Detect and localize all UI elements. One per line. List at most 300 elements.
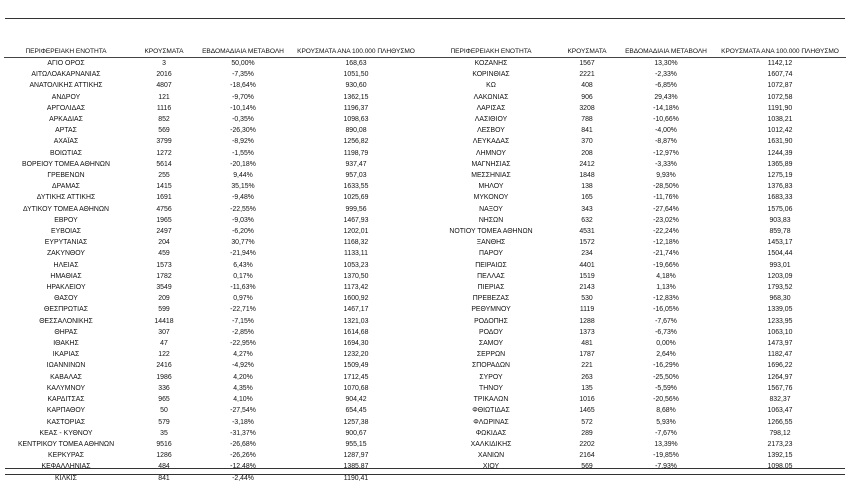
table-row bbox=[4, 372, 846, 383]
right-cases-cell: 2143 bbox=[579, 284, 595, 292]
table-row bbox=[4, 327, 846, 338]
right-cases-cell: 1465 bbox=[579, 407, 595, 415]
right-cases-cell: 1016 bbox=[579, 396, 595, 404]
right-cases-cell: 135 bbox=[581, 384, 593, 392]
right-region-cell: ΠΑΡΟΥ bbox=[479, 250, 503, 258]
left-cases-cell: 204 bbox=[158, 239, 170, 247]
left-per-100k-cell: 955,15 bbox=[345, 440, 367, 448]
left-cases-cell: 9516 bbox=[156, 440, 172, 448]
table-row bbox=[4, 125, 846, 136]
left-per-100k-cell: 654,45 bbox=[345, 407, 367, 415]
left-weekly-change-cell: -3,18% bbox=[232, 418, 254, 426]
right-per-100k-cell: 1142,12 bbox=[767, 60, 793, 67]
left-cases-cell: 1986 bbox=[156, 373, 172, 381]
right-cases-cell: 569 bbox=[581, 463, 593, 471]
left-weekly-change-cell: 4,20% bbox=[233, 373, 253, 381]
right-per-100k-cell: 968,30 bbox=[769, 295, 791, 303]
left-region-cell: ΗΜΑΘΙΑΣ bbox=[50, 272, 82, 280]
right-cases-cell: 343 bbox=[581, 205, 593, 213]
right-region-cell: ΣΠΟΡΑΔΩΝ bbox=[471, 362, 510, 370]
right-cases-cell: 289 bbox=[581, 429, 593, 437]
right-cases-cell: 1848 bbox=[579, 172, 595, 180]
right-region-cell: ΣΕΡΡΩΝ bbox=[476, 351, 506, 359]
right-region-cell: ΡΟΔΟΥ bbox=[478, 328, 503, 336]
right-weekly-change-cell: 29,43% bbox=[654, 93, 678, 101]
left-region-cell: ΚΙΛΚΙΣ bbox=[55, 474, 77, 482]
right-region-cell: ΛΑΡΙΣΑΣ bbox=[476, 104, 506, 112]
left-weekly-change-cell: -7,15% bbox=[232, 317, 254, 325]
right-region-cell: ΛΑΣΙΘΙΟΥ bbox=[474, 116, 508, 124]
left-cases-cell: 209 bbox=[158, 295, 170, 303]
right-per-100k-cell: 1575,06 bbox=[767, 205, 793, 213]
left-cases-cell: 307 bbox=[158, 328, 170, 336]
left-weekly-change-cell: -10,14% bbox=[230, 104, 256, 112]
left-per-100k-cell: 1232,20 bbox=[343, 351, 369, 359]
right-per-100k-cell: 1392,15 bbox=[767, 452, 793, 460]
left-cases-cell: 50 bbox=[160, 407, 168, 415]
table-row bbox=[4, 248, 846, 259]
table-row bbox=[4, 148, 846, 159]
right-cases-cell: 1373 bbox=[579, 328, 595, 336]
left-per-100k-cell: 1198,79 bbox=[343, 149, 369, 157]
right-per-100k-cell: 2173,23 bbox=[767, 440, 793, 448]
left-per-100k-cell: 1321,03 bbox=[343, 317, 369, 325]
left-weekly-change-cell: -21,94% bbox=[230, 250, 256, 258]
left-region-cell: ΙΘΑΚΗΣ bbox=[53, 340, 79, 348]
left-per-100k-cell: 1256,82 bbox=[343, 138, 369, 146]
right-cases-cell: 1519 bbox=[579, 272, 595, 280]
left-per-100k-cell: 900,67 bbox=[345, 429, 367, 437]
left-region-cell: ΑΡΤΑΣ bbox=[55, 127, 77, 135]
table-row bbox=[4, 349, 846, 360]
right-region-cell: ΡΟΔΟΠΗΣ bbox=[474, 317, 508, 325]
right-region-cell: ΝΟΤΙΟΥ ΤΟΜΕΑ ΑΘΗΝΩΝ bbox=[449, 228, 533, 236]
left-region-cell: ΚΑΡΔΙΤΣΑΣ bbox=[47, 396, 85, 404]
left-cases-cell: 2497 bbox=[156, 228, 172, 236]
right-cases-cell: 4531 bbox=[579, 228, 595, 236]
left-cases-cell: 1272 bbox=[156, 149, 172, 157]
right-weekly-change-cell: 13,39% bbox=[654, 440, 678, 448]
left-weekly-change-cell: -9,70% bbox=[232, 93, 254, 101]
right-cases-cell: 788 bbox=[581, 116, 593, 124]
left-per-100k-cell: 1133,11 bbox=[344, 250, 368, 258]
left-cases-cell: 1691 bbox=[156, 194, 172, 202]
right-region-cell: ΠΙΕΡΙΑΣ bbox=[477, 284, 505, 292]
right-region-cell: ΛΕΣΒΟΥ bbox=[477, 127, 505, 135]
right-per-100k-cell: 993,01 bbox=[769, 261, 791, 269]
right-cases-cell: 2221 bbox=[579, 71, 595, 79]
right-region-cell: ΣΥΡΟΥ bbox=[479, 373, 503, 381]
table-row bbox=[4, 405, 846, 416]
right-weekly-change-cell: -19,85% bbox=[653, 452, 679, 460]
left-cases-cell: 3 bbox=[162, 60, 166, 67]
right-weekly-change-cell: -10,66% bbox=[653, 116, 679, 124]
right-region-cell: ΤΗΝΟΥ bbox=[479, 384, 503, 392]
left-cases-cell: 1415 bbox=[156, 183, 172, 191]
left-weekly-change-cell: -8,92% bbox=[232, 138, 254, 146]
right-weekly-change-cell: 9,93% bbox=[656, 172, 676, 180]
table-row bbox=[4, 461, 846, 472]
left-cases-cell: 484 bbox=[158, 463, 170, 471]
left-cases-cell: 3799 bbox=[156, 138, 172, 146]
left-region-cell: ΘΕΣΣΑΛΟΝΙΚΗΣ bbox=[39, 317, 93, 325]
table-row bbox=[4, 360, 846, 371]
right-region-cell: ΠΡΕΒΕΖΑΣ bbox=[472, 295, 510, 303]
left-cases-cell: 569 bbox=[158, 127, 170, 135]
right-cases-cell: 208 bbox=[581, 149, 593, 157]
left-weekly-change-cell: -22,55% bbox=[230, 205, 256, 213]
table-row bbox=[4, 114, 846, 125]
left-weekly-change-cell: 6,43% bbox=[233, 261, 253, 269]
right-weekly-change-cell: -28,50% bbox=[653, 183, 679, 191]
table-row bbox=[4, 394, 846, 405]
left-per-100k-cell: 1025,69 bbox=[343, 194, 369, 202]
left-region-cell: ΑΝΑΤΟΛΙΚΗΣ ΑΤΤΙΚΗΣ bbox=[29, 82, 103, 90]
right-per-100k-cell: 1063,10 bbox=[767, 328, 793, 336]
left-per-100k-cell: 1633,55 bbox=[343, 183, 369, 191]
right-weekly-change-cell: 0,00% bbox=[656, 340, 676, 348]
right-weekly-change-cell: -6,73% bbox=[655, 328, 677, 336]
left-region-cell: ΒΟΡΕΙΟΥ ΤΟΜΕΑ ΑΘΗΝΩΝ bbox=[22, 160, 110, 168]
left-weekly-change-cell: -12,48% bbox=[230, 463, 256, 471]
left-region-cell: ΑΧΑΪΑΣ bbox=[53, 138, 79, 146]
right-cases-cell: 632 bbox=[581, 216, 593, 224]
right-weekly-change-cell: -7,67% bbox=[655, 429, 677, 437]
right-per-100k-cell: 1275,19 bbox=[767, 172, 793, 180]
right-region-cell: ΦΩΚΙΔΑΣ bbox=[475, 429, 507, 437]
left-region-cell: ΚΑΣΤΟΡΙΑΣ bbox=[46, 418, 86, 426]
right-region-cell: ΧΑΝΙΩΝ bbox=[477, 452, 505, 460]
left-per-100k-cell: 1051,50 bbox=[343, 71, 369, 79]
left-region-cell: ΔΡΑΜΑΣ bbox=[52, 183, 80, 191]
left-region-cell: ΑΝΔΡΟΥ bbox=[51, 93, 81, 101]
right-cases-cell: 4401 bbox=[579, 261, 595, 269]
right-cases-cell: 1288 bbox=[579, 317, 595, 325]
right-weekly-change-cell: 4,18% bbox=[656, 272, 676, 280]
table-row bbox=[4, 428, 846, 439]
left-weekly-change-cell: 50,00% bbox=[231, 60, 255, 67]
left-weekly-change-cell: 9,44% bbox=[233, 172, 253, 180]
right-weekly-change-cell: 8,68% bbox=[656, 407, 676, 415]
right-weekly-change-cell: -22,24% bbox=[653, 228, 679, 236]
left-per-100k-cell: 1168,32 bbox=[343, 239, 369, 247]
left-region-cell: ΒΟΙΩΤΙΑΣ bbox=[49, 149, 82, 157]
right-weekly-change-cell: -8,87% bbox=[655, 138, 677, 146]
left-weekly-change-cell: -26,68% bbox=[230, 440, 256, 448]
right-per-100k-cell: 1098,05 bbox=[767, 463, 793, 471]
right-weekly-change-cell: -4,00% bbox=[655, 127, 677, 135]
header-cases-right: ΚΡΟΥΣΜΑΤΑ bbox=[556, 46, 618, 58]
left-cases-cell: 121 bbox=[158, 93, 170, 101]
left-weekly-change-cell: -22,95% bbox=[230, 340, 256, 348]
left-cases-cell: 336 bbox=[158, 384, 170, 392]
right-region-cell: ΤΡΙΚΑΛΩΝ bbox=[473, 396, 509, 404]
left-per-100k-cell: 1712,45 bbox=[343, 373, 369, 381]
right-region-cell: ΜΗΛΟΥ bbox=[478, 183, 504, 191]
table-row bbox=[4, 69, 846, 80]
left-region-cell: ΚΑΒΑΛΑΣ bbox=[50, 373, 82, 381]
left-weekly-change-cell: 35,15% bbox=[231, 183, 255, 191]
left-cases-cell: 852 bbox=[158, 116, 170, 124]
left-weekly-change-cell: -18,64% bbox=[230, 82, 256, 90]
table-row bbox=[4, 170, 846, 181]
right-per-100k-cell: 1203,09 bbox=[767, 272, 793, 280]
table-row bbox=[4, 237, 846, 248]
left-per-100k-cell: 1190,41 bbox=[343, 474, 369, 482]
left-region-cell: ΗΡΑΚΛΕΙΟΥ bbox=[46, 284, 86, 292]
right-cases-cell: 2202 bbox=[579, 440, 595, 448]
left-cases-cell: 2016 bbox=[156, 71, 172, 79]
right-region-cell: ΡΕΘΥΜΝΟΥ bbox=[471, 306, 511, 314]
left-weekly-change-cell: -7,35% bbox=[232, 71, 254, 79]
right-per-100k-cell: 1063,47 bbox=[767, 407, 793, 415]
right-region-cell: ΠΕΛΛΑΣ bbox=[477, 272, 505, 280]
left-per-100k-cell: 1098,63 bbox=[343, 116, 369, 124]
table-row bbox=[4, 226, 846, 237]
right-region-cell: ΧΑΛΚΙΔΙΚΗΣ bbox=[470, 440, 512, 448]
right-cases-cell: 572 bbox=[581, 418, 593, 426]
left-weekly-change-cell: -0,35% bbox=[232, 116, 254, 124]
right-weekly-change-cell: -12,97% bbox=[653, 149, 679, 157]
left-weekly-change-cell: 4,10% bbox=[233, 396, 253, 404]
cases-table bbox=[4, 46, 846, 484]
left-cases-cell: 1116 bbox=[156, 104, 172, 112]
left-region-cell: ΙΚΑΡΙΑΣ bbox=[52, 351, 80, 359]
table-row bbox=[4, 417, 846, 428]
right-region-cell: ΛΕΥΚΑΔΑΣ bbox=[472, 138, 510, 146]
left-weekly-change-cell: -2,44% bbox=[232, 474, 254, 482]
right-cases-cell: 221 bbox=[581, 362, 593, 370]
right-per-100k-cell: 1473,97 bbox=[767, 340, 793, 348]
right-per-100k-cell: 1567,76 bbox=[767, 384, 793, 392]
right-region-cell: ΝΗΣΩΝ bbox=[478, 216, 504, 224]
right-weekly-change-cell: 2,64% bbox=[656, 351, 676, 359]
left-per-100k-cell: 1202,01 bbox=[343, 228, 369, 236]
right-weekly-change-cell: -23,02% bbox=[653, 216, 679, 224]
left-weekly-change-cell: -20,18% bbox=[230, 160, 256, 168]
left-region-cell: ΘΑΣΟΥ bbox=[54, 295, 78, 303]
table-row bbox=[4, 215, 846, 226]
left-region-cell: ΕΥΒΟΙΑΣ bbox=[51, 228, 81, 236]
left-region-cell: ΗΛΕΙΑΣ bbox=[53, 261, 79, 269]
table-row bbox=[4, 450, 846, 461]
right-weekly-change-cell: -21,74% bbox=[653, 250, 679, 258]
right-weekly-change-cell: 1,13% bbox=[656, 284, 676, 292]
right-per-100k-cell: 1607,74 bbox=[767, 71, 793, 79]
left-per-100k-cell: 1694,30 bbox=[343, 340, 369, 348]
right-region-cell: ΣΑΜΟΥ bbox=[478, 340, 504, 348]
right-weekly-change-cell: -16,29% bbox=[653, 362, 679, 370]
left-per-100k-cell: 999,56 bbox=[345, 205, 367, 213]
left-region-cell: ΚΕΦΑΛΛΗΝΙΑΣ bbox=[41, 463, 91, 471]
left-weekly-change-cell: -9,03% bbox=[232, 216, 254, 224]
right-weekly-change-cell: -2,33% bbox=[655, 71, 677, 79]
header-row bbox=[4, 46, 846, 58]
right-cases-cell: 1567 bbox=[579, 60, 595, 67]
left-region-cell: ΘΗΡΑΣ bbox=[54, 328, 78, 336]
bottom-rule bbox=[5, 468, 845, 469]
left-cases-cell: 14418 bbox=[154, 317, 174, 325]
left-cases-cell: 47 bbox=[160, 340, 168, 348]
left-per-100k-cell: 168,63 bbox=[345, 60, 367, 67]
left-region-cell: ΑΡΚΑΔΙΑΣ bbox=[49, 116, 83, 124]
right-per-100k-cell: 1339,05 bbox=[767, 306, 793, 314]
right-per-100k-cell: 1182,47 bbox=[767, 351, 793, 359]
right-weekly-change-cell: -7,67% bbox=[655, 317, 677, 325]
header-weekly-change-left: ΕΒΔΟΜΑΔΙΑΙΑ ΜΕΤΑΒΟΛΗ bbox=[200, 46, 286, 58]
table-row bbox=[4, 204, 846, 215]
right-weekly-change-cell: -3,33% bbox=[655, 160, 677, 168]
left-weekly-change-cell: 0,17% bbox=[233, 272, 253, 280]
table-row bbox=[4, 92, 846, 103]
right-per-100k-cell: 1264,97 bbox=[767, 373, 793, 381]
left-region-cell: ΕΥΡΥΤΑΝΙΑΣ bbox=[44, 239, 88, 247]
left-weekly-change-cell: -4,92% bbox=[232, 362, 254, 370]
left-weekly-change-cell: -26,26% bbox=[230, 452, 256, 460]
right-region-cell: ΛΗΜΝΟΥ bbox=[475, 149, 507, 157]
right-cases-cell: 165 bbox=[581, 194, 593, 202]
left-per-100k-cell: 1614,68 bbox=[343, 328, 369, 336]
table-row bbox=[4, 103, 846, 114]
left-per-100k-cell: 930,60 bbox=[345, 82, 367, 90]
right-weekly-change-cell: 13,30% bbox=[654, 60, 678, 67]
left-region-cell: ΑΙΤΩΛΟΑΚΑΡΝΑΝΙΑΣ bbox=[31, 71, 101, 79]
left-cases-cell: 599 bbox=[158, 306, 170, 314]
left-cases-cell: 579 bbox=[158, 418, 170, 426]
table-row bbox=[4, 80, 846, 91]
left-weekly-change-cell: -22,71% bbox=[230, 306, 256, 314]
left-region-cell: ΚΕΑΣ - ΚΥΘΝΟΥ bbox=[39, 429, 93, 437]
right-cases-cell: 530 bbox=[581, 295, 593, 303]
left-region-cell: ΑΡΓΟΛΙΔΑΣ bbox=[46, 104, 86, 112]
right-cases-cell: 3208 bbox=[579, 104, 595, 112]
left-cases-cell: 255 bbox=[158, 172, 170, 180]
left-per-100k-cell: 1362,15 bbox=[343, 93, 369, 101]
left-cases-cell: 4756 bbox=[156, 205, 172, 213]
header-weekly-change-right: ΕΒΔΟΜΑΔΙΑΙΑ ΜΕΤΑΒΟΛΗ bbox=[618, 46, 714, 58]
left-per-100k-cell: 1196,37 bbox=[343, 104, 369, 112]
left-per-100k-cell: 1385,87 bbox=[343, 463, 369, 471]
left-weekly-change-cell: -6,20% bbox=[232, 228, 254, 236]
right-cases-cell: 370 bbox=[581, 138, 593, 146]
left-cases-cell: 1782 bbox=[156, 272, 172, 280]
top-rule bbox=[5, 18, 845, 19]
table-row bbox=[4, 383, 846, 394]
left-per-100k-cell: 1070,68 bbox=[343, 384, 369, 392]
right-per-100k-cell: 859,78 bbox=[769, 228, 791, 236]
left-region-cell: ΚΑΛΥΜΝΟΥ bbox=[46, 384, 86, 392]
right-per-100k-cell: 1266,55 bbox=[767, 418, 793, 426]
right-per-100k-cell: 1683,33 bbox=[767, 194, 793, 202]
right-per-100k-cell: 1631,90 bbox=[767, 138, 793, 146]
right-weekly-change-cell: -27,64% bbox=[653, 205, 679, 213]
left-cases-cell: 122 bbox=[158, 351, 170, 359]
left-per-100k-cell: 904,42 bbox=[345, 396, 367, 404]
left-region-cell: ΚΑΡΠΑΘΟΥ bbox=[46, 407, 86, 415]
right-cases-cell: 2412 bbox=[579, 160, 595, 168]
right-weekly-change-cell: -19,66% bbox=[653, 261, 679, 269]
left-cases-cell: 3549 bbox=[156, 284, 172, 292]
right-per-100k-cell: 1191,90 bbox=[767, 104, 793, 112]
right-per-100k-cell: 1453,17 bbox=[767, 239, 793, 247]
right-weekly-change-cell: 5,93% bbox=[656, 418, 676, 426]
right-weekly-change-cell: -25,50% bbox=[653, 373, 679, 381]
left-per-100k-cell: 1600,92 bbox=[343, 295, 369, 303]
right-region-cell: ΜΑΓΝΗΣΙΑΣ bbox=[471, 160, 511, 168]
left-weekly-change-cell: 4,35% bbox=[233, 384, 253, 392]
right-region-cell: ΠΕΙΡΑΙΩΣ bbox=[475, 261, 507, 269]
right-cases-cell: 481 bbox=[581, 340, 593, 348]
right-region-cell: ΜΕΣΣΗΝΙΑΣ bbox=[471, 172, 511, 180]
table-row bbox=[4, 316, 846, 327]
right-per-100k-cell: 1504,44 bbox=[767, 250, 793, 258]
table-row bbox=[4, 136, 846, 147]
right-cases-cell: 2164 bbox=[579, 452, 595, 460]
left-region-cell: ΘΕΣΠΡΩΤΙΑΣ bbox=[44, 306, 88, 314]
header-region-right: ΠΕΡΙΦΕΡΕΙΑΚΗ ΕΝΟΤΗΤΑ bbox=[426, 46, 556, 58]
table-row bbox=[4, 439, 846, 450]
left-cases-cell: 2416 bbox=[156, 362, 172, 370]
header-per-100k-right: ΚΡΟΥΣΜΑΤΑ ΑΝΑ 100.000 ΠΛΗΘΥΣΜΟ bbox=[714, 46, 846, 58]
right-cases-cell: 841 bbox=[581, 127, 593, 135]
right-per-100k-cell: 1072,87 bbox=[767, 82, 793, 90]
table-row bbox=[4, 58, 846, 70]
right-per-100k-cell: 1012,42 bbox=[767, 127, 793, 135]
right-region-cell: ΚΟΡΙΝΘΙΑΣ bbox=[472, 71, 510, 79]
right-per-100k-cell: 1793,52 bbox=[767, 284, 793, 292]
right-region-cell: ΝΑΞΟΥ bbox=[479, 205, 503, 213]
left-cases-cell: 965 bbox=[158, 396, 170, 404]
table-row bbox=[4, 282, 846, 293]
table-row bbox=[4, 181, 846, 192]
right-region-cell: ΚΩ bbox=[486, 82, 496, 90]
left-region-cell: ΔΥΤΙΚΟΥ ΤΟΜΕΑ ΑΘΗΝΩΝ bbox=[22, 205, 109, 213]
left-per-100k-cell: 1287,97 bbox=[343, 452, 369, 460]
right-per-100k-cell: 832,37 bbox=[769, 396, 791, 404]
left-per-100k-cell: 1053,23 bbox=[343, 261, 369, 269]
left-weekly-change-cell: 4,27% bbox=[233, 351, 253, 359]
left-region-cell: ΕΒΡΟΥ bbox=[54, 216, 78, 224]
left-weekly-change-cell: -11,63% bbox=[230, 284, 256, 292]
left-region-cell: ΙΩΑΝΝΙΝΩΝ bbox=[46, 362, 86, 370]
right-per-100k-cell: 798,12 bbox=[769, 429, 791, 437]
left-cases-cell: 1286 bbox=[156, 452, 172, 460]
header-region-left: ΠΕΡΙΦΕΡΕΙΑΚΗ ΕΝΟΤΗΤΑ bbox=[4, 46, 128, 58]
left-weekly-change-cell: 30,77% bbox=[231, 239, 255, 247]
left-cases-cell: 841 bbox=[158, 474, 170, 482]
table-row bbox=[4, 159, 846, 170]
left-weekly-change-cell: -27,54% bbox=[230, 407, 256, 415]
table-row bbox=[4, 338, 846, 349]
left-cases-cell: 35 bbox=[160, 429, 168, 437]
right-weekly-change-cell: -14,18% bbox=[653, 104, 679, 112]
table-row bbox=[4, 304, 846, 315]
left-cases-cell: 459 bbox=[158, 250, 170, 258]
left-per-100k-cell: 1173,42 bbox=[343, 284, 369, 292]
right-weekly-change-cell: -6,85% bbox=[655, 82, 677, 90]
right-per-100k-cell: 1376,83 bbox=[767, 183, 793, 191]
left-weekly-change-cell: -9,48% bbox=[232, 194, 254, 202]
left-weekly-change-cell: -26,30% bbox=[230, 127, 256, 135]
right-cases-cell: 263 bbox=[581, 373, 593, 381]
left-per-100k-cell: 1467,17 bbox=[343, 306, 369, 314]
left-per-100k-cell: 890,08 bbox=[345, 127, 367, 135]
right-per-100k-cell: 903,83 bbox=[769, 216, 791, 224]
table-row bbox=[4, 271, 846, 282]
right-weekly-change-cell: -5,59% bbox=[655, 384, 677, 392]
table-row bbox=[4, 192, 846, 203]
right-cases-cell: 138 bbox=[581, 183, 593, 191]
